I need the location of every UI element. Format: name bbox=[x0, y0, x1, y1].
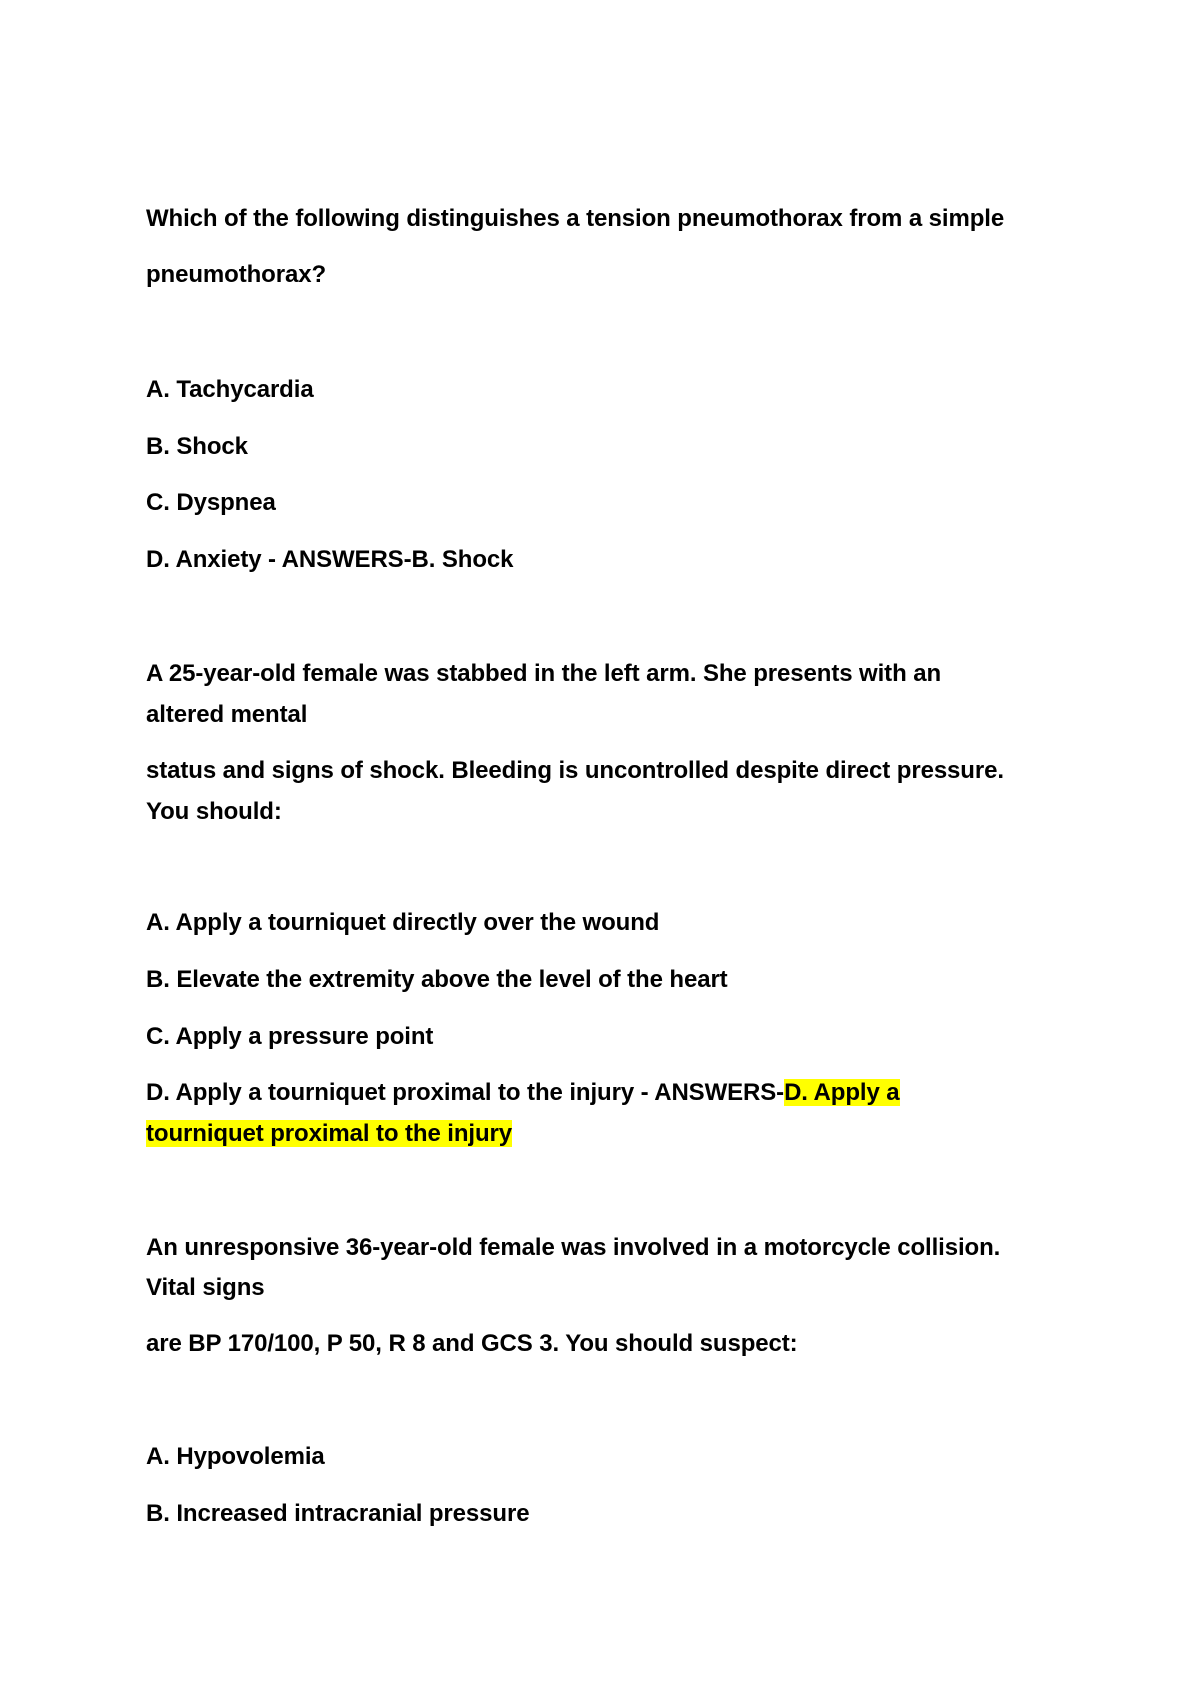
question-1-answer: B. Shock bbox=[411, 546, 514, 573]
question-2-stem-line-2: altered mental bbox=[146, 701, 308, 728]
question-2-stem-line-1: A 25-year-old female was stabbed in the left arm. She presents with an bbox=[146, 660, 942, 687]
question-3-option-b: B. Increased intracranial pressure bbox=[146, 1500, 530, 1527]
question-1-stem-line-2: pneumothorax? bbox=[146, 261, 327, 288]
question-1-option-c: C. Dyspnea bbox=[146, 489, 276, 516]
question-1-stem-line-1: Which of the following distinguishes a tension pneumothorax from a simple bbox=[146, 205, 1005, 232]
question-2-answer-line-2-wrapper bbox=[146, 1119, 512, 1149]
question-2-answer-highlight-line-2: tourniquet proximal to the injury bbox=[146, 1120, 513, 1147]
question-2-option-d: D. Apply a tourniquet proximal to the injury - ANSWERS- bbox=[146, 1079, 785, 1106]
question-2-option-b: B. Elevate the extremity above the level of the heart bbox=[146, 966, 728, 993]
question-2-option-c: C. Apply a pressure point bbox=[146, 1023, 434, 1050]
question-2-stem-line-3: status and signs of shock. Bleeding is uncontrolled despite direct pressure. bbox=[146, 757, 1004, 784]
question-1-option-a: A. Tachycardia bbox=[146, 376, 314, 403]
question-3-stem-line-1: An unresponsive 36-year-old female was involved in a motorcycle collision. bbox=[146, 1234, 1001, 1261]
question-1-option-b: B. Shock bbox=[146, 433, 248, 460]
question-1-option-d-answer bbox=[146, 545, 513, 575]
question-2-option-a: A. Apply a tourniquet directly over the wound bbox=[146, 909, 660, 936]
question-2-answer-highlight-line-1: D. Apply a bbox=[784, 1079, 900, 1106]
question-2-stem-line-4: You should: bbox=[146, 798, 282, 825]
question-3-option-a: A. Hypovolemia bbox=[146, 1443, 325, 1470]
question-1-option-d: D. Anxiety - ANSWERS- bbox=[146, 546, 412, 573]
question-3-stem-line-3: are BP 170/100, P 50, R 8 and GCS 3. You should suspect: bbox=[146, 1330, 798, 1357]
question-3-stem-line-2: Vital signs bbox=[146, 1274, 265, 1301]
question-2-option-d-answer bbox=[146, 1078, 900, 1108]
